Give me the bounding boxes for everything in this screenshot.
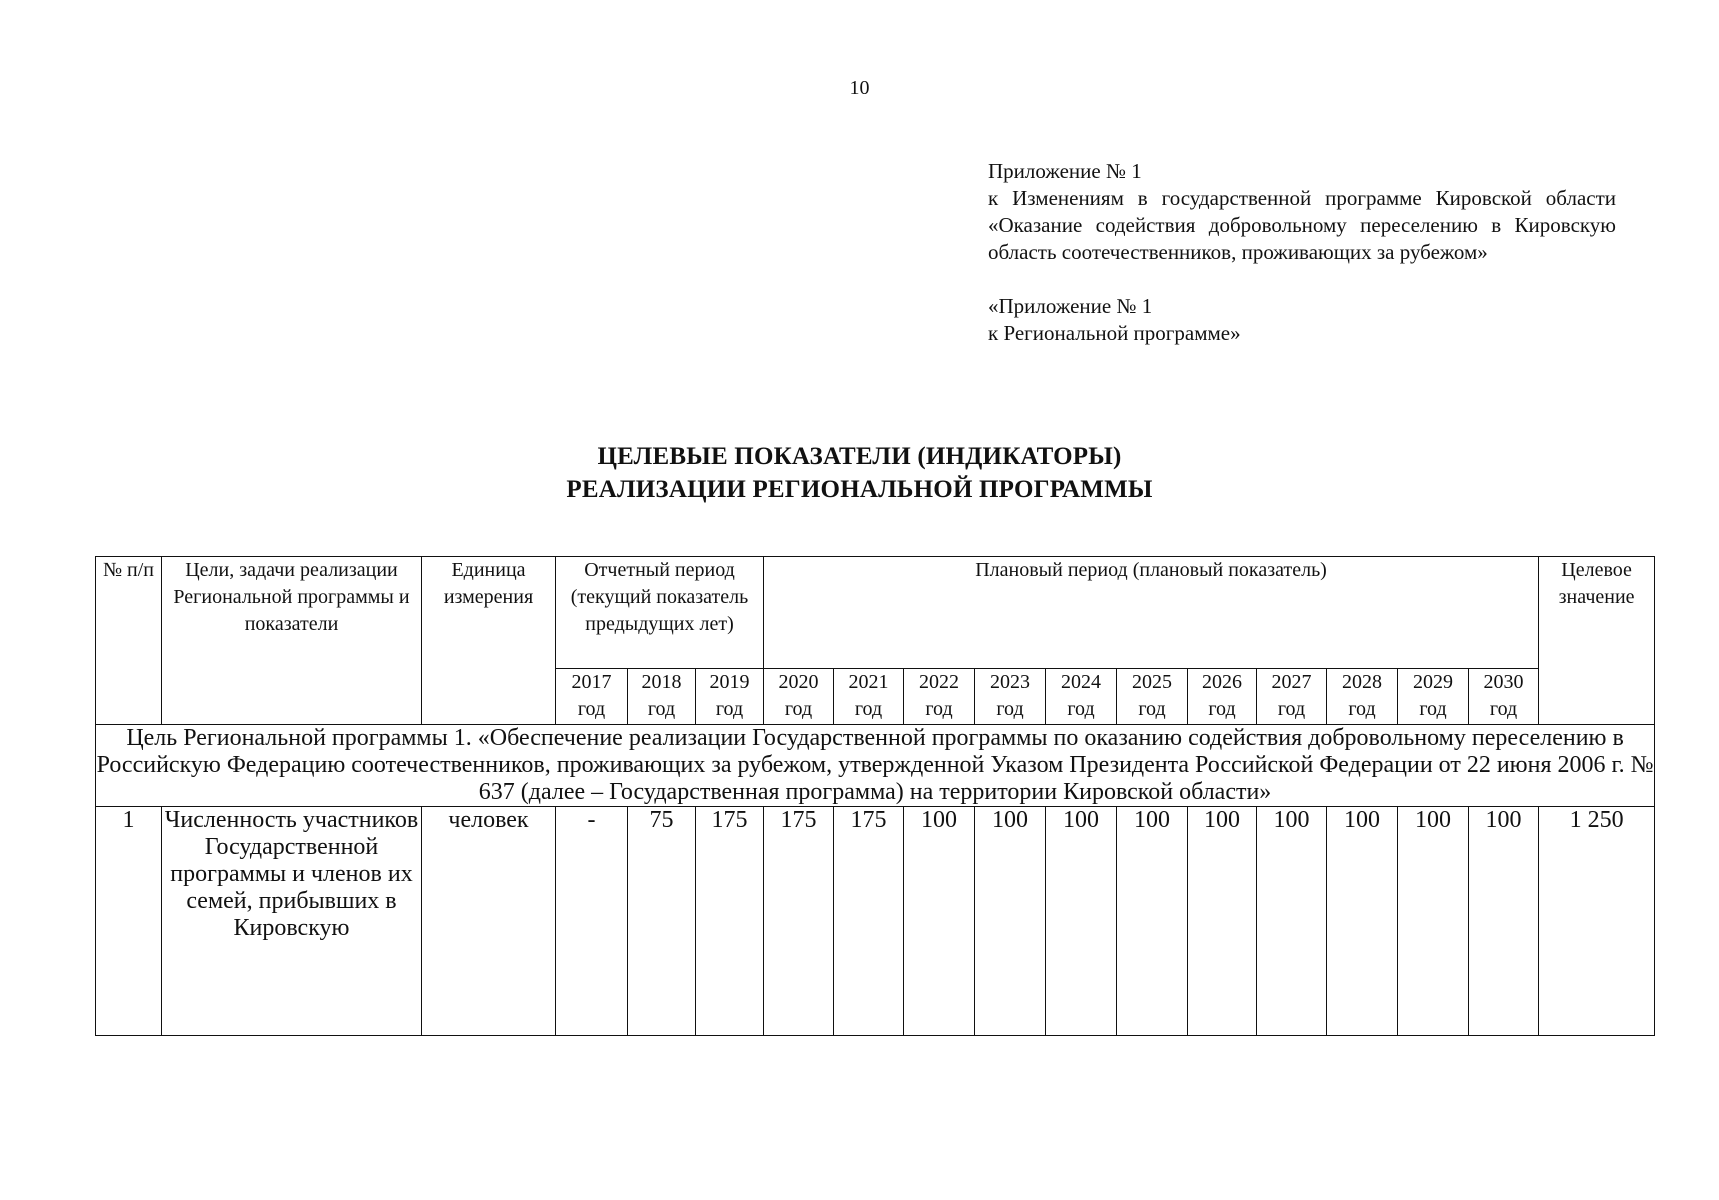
annex-spacer: [988, 266, 1616, 293]
title-line-1: ЦЕЛЕВЫЕ ПОКАЗАТЕЛИ (ИНДИКАТОРЫ): [597, 443, 1122, 470]
title-line-2: РЕАЛИЗАЦИИ РЕГИОНАЛЬНОЙ ПРОГРАММЫ: [566, 476, 1153, 503]
row-value: 175: [696, 807, 764, 1036]
year-header: 2025 год: [1117, 669, 1188, 725]
row-value: 75: [628, 807, 696, 1036]
indicators-table: [95, 556, 1655, 1036]
year-header: 2024 год: [1046, 669, 1117, 725]
year-header: 2029 год: [1398, 669, 1469, 725]
year-header: 2018 год: [628, 669, 696, 725]
header-unit: Единица измерения: [422, 557, 556, 725]
row-value: 100: [1327, 807, 1398, 1036]
header-goals: Цели, задачи реализации Региональной программы и показатели: [162, 557, 422, 725]
year-header: 2027 год: [1257, 669, 1327, 725]
goal-text: Цель Региональной программы 1. «Обеспечение реализации Государственной программы по оказанию содействия добровольному переселению в Российскую Федерацию соотечественников, проживающих за рубежом, утвержденной Указом Президента Российской Федерации от 22 июня 2006 г. № 637 (далее – Государственная программа) на территории Кировской области»: [96, 725, 1654, 805]
year-header: 2028 год: [1327, 669, 1398, 725]
annex-line-2: к Изменениям в государственной программе Кировской области «Оказание содействия добровольному переселению в Кировскую область соотечественников, проживающих за рубежом»: [988, 186, 1616, 264]
annex-line-3: «Приложение № 1: [988, 294, 1153, 318]
annex-line-4: к Региональной программе»: [988, 321, 1241, 345]
row-unit: человек: [422, 807, 556, 1036]
goal-row: [96, 725, 1655, 807]
year-header: 2020 год: [764, 669, 834, 725]
row-value: 100: [1398, 807, 1469, 1036]
year-header: 2017 год: [556, 669, 628, 725]
document-title: [0, 440, 1719, 506]
row-value: 100: [1046, 807, 1117, 1036]
header-row-1: [96, 557, 1655, 669]
row-value: 100: [1117, 807, 1188, 1036]
annex-line-1: Приложение № 1: [988, 159, 1142, 183]
row-value: 175: [764, 807, 834, 1036]
year-header: 2023 год: [975, 669, 1046, 725]
row-value: -: [556, 807, 628, 1036]
year-header: 2022 год: [904, 669, 975, 725]
year-header: 2026 год: [1188, 669, 1257, 725]
row-value: 100: [975, 807, 1046, 1036]
row-indicator-name: Численность участников Государственной программы и членов их семей, прибывших в Кировскую: [162, 807, 422, 1036]
table-row: [96, 807, 1655, 1036]
row-value: 100: [904, 807, 975, 1036]
row-num: 1: [96, 807, 162, 1036]
page-number: 10: [849, 77, 870, 99]
year-header: 2021 год: [834, 669, 904, 725]
header-num: № п/п: [96, 557, 162, 725]
header-reporting-period: Отчетный период (текущий показатель предыдущих лет): [556, 557, 764, 669]
header-target: Целевое значение: [1539, 557, 1655, 725]
annex-block: [988, 158, 1616, 347]
row-value: 100: [1188, 807, 1257, 1036]
row-target-value: 1 250: [1539, 807, 1655, 1036]
header-planned-period: Плановый период (плановый показатель): [764, 557, 1539, 669]
row-value: 100: [1257, 807, 1327, 1036]
year-header: 2019 год: [696, 669, 764, 725]
row-value: 175: [834, 807, 904, 1036]
row-value: 100: [1469, 807, 1539, 1036]
year-header: 2030 год: [1469, 669, 1539, 725]
